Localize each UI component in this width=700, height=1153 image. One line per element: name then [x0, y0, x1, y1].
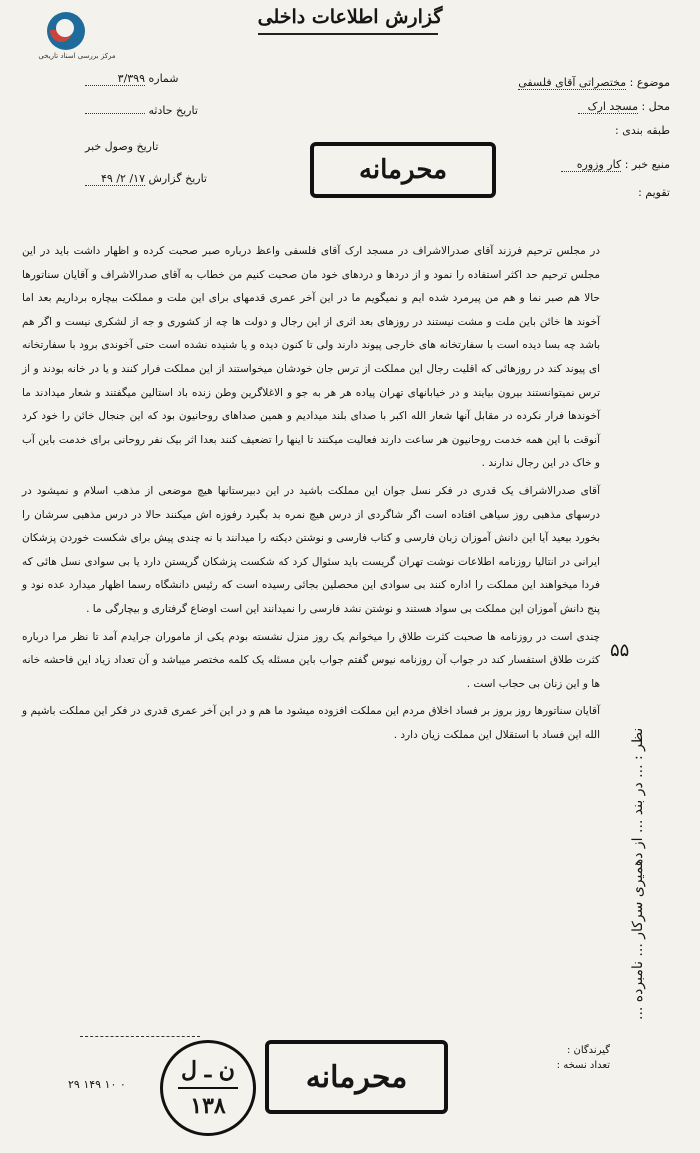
number-field — [85, 72, 179, 86]
evaluation-label: تقویم : — [638, 186, 670, 199]
classification-field — [615, 124, 670, 137]
evaluation-field — [638, 186, 670, 199]
report-date-label: تاریخ گزارش — [148, 172, 207, 185]
seal-bottom-text: ۱۳۸ — [190, 1093, 226, 1119]
event-date-label: تاریخ حادثه — [148, 104, 198, 117]
archive-seal — [160, 1040, 256, 1136]
event-date-field — [85, 104, 198, 117]
logo-caption: مرکز بررسی اسناد تاریخی — [38, 52, 116, 60]
receipt-date-field — [85, 140, 158, 153]
confidential-stamp-top: محرمانه — [310, 142, 496, 198]
footer-fields — [557, 1043, 610, 1073]
title-underline — [258, 33, 438, 35]
document-archive-number: ۲۹ ۱۴۹ ۱۰ ۰ — [68, 1078, 126, 1091]
subject-value: مختصراتی آقای فلسفی — [518, 76, 627, 89]
report-date-value: ۱۷/ ۲/ ۴۹ — [85, 172, 145, 186]
seal-divider — [178, 1087, 238, 1089]
report-body — [22, 240, 600, 751]
handwritten-margin-note — [600, 520, 680, 1040]
report-paragraph-1: در مجلس ترحیم فرزند آقای صدرالاشراف در مسجد ارک آقای فلسفی واعظ درباره صبر صحبت کرده و اظهار داشت باید در این مجلس ترحیم حد اکثر استفاده را نمود و از دردها و دردهای خود مان صحبت کنیم من خطاب به آقای صدرالاشراف و آقایان سناتورها حالا هم صبر نما و هم من پیرمرد شده ایم و نمیگویم ما در این آخر عمری قدمهای برای این ملت و مملکت بیچاره برداریم بعد اما آخوند ها خائن باین ملت و مشت نیستند در روزهای بعد اثری از این رجال و دولت ها چه از کشوری و جه از لشکری نیست و اگر هم باشد چه بسا دیده است با سفارتخانه های خارجی پیوند دارند ولی تا کنون دیده و یا شنیده نشده است حتی آخوندی برود با سفارتخانه ای پیوند کند در روزهائی که اقلیت رجال این مملکت از ترس جان خودشان میخواستند از این مملکت فرار کنند و یا در خانه بودند و از ترس نمیتوانستند بیرون بیایند و در خیابانهای تهران پیاده هر هر به جو و الاغلاگرین وطن زنده باد استالین میگفتند و شعار میدادند ما آخوندها فرار نکرده در مقابل آنها شعار الله اکبر با صدای بلند میدادیم و همین صداهای روحانیون بود که این جنجال خائن را خود کرد آنوقت با این همه خدمت روحانیون هر ساعت دارند فعالیت میکنند تا اینها را تضعیف کنند بعدا اثر بیک نفر روحانی برای خدمت باین آب و خاک در این رجال ندارند . — [22, 245, 600, 470]
classification-label: طبقه بندی : — [615, 124, 670, 137]
number-label: شماره — [148, 72, 179, 85]
place-value: مسجد ارک — [578, 100, 638, 114]
source-value: کار وزوره — [561, 158, 621, 172]
document-title: گزارش اطلاعات داخلی — [257, 6, 443, 28]
margin-note-text: نظر : ... در بند ... از دهمیری سرکار ... نامبرده ... — [630, 727, 646, 1020]
source-field — [561, 158, 670, 172]
source-label: منبع خبر : — [624, 158, 670, 171]
seal-top-text: ن ـ ل — [181, 1057, 235, 1083]
copy-count-label: تعداد نسخه : — [556, 1060, 610, 1071]
report-date-field — [85, 172, 207, 186]
receipt-date-label: تاریخ وصول خبر — [85, 140, 159, 153]
report-paragraph-3: چندی است در روزنامه ها صحبت کثرت طلاق را میخوانم یک روز منزل نشسته بودم یکی از ماموران جرایدم آمد تا نظر مرا درباره کثرت طلاق استفسار کند در جواب آن روزنامه نیوس گفتم جواب باین مسئله یک کلمه مختصر میباشد و آن تعداد زیاد این فاحشه خانه ها و این زنان بی حجاب است . — [22, 630, 600, 690]
subject-field — [518, 76, 670, 90]
subject-label: موضوع : — [629, 76, 670, 89]
place-label: محل : — [641, 100, 670, 113]
number-value: ۳/۳۹۹ — [85, 72, 145, 86]
report-paragraph-2: آقای صدرالاشراف یک قدری در فکر نسل جوان این مملکت باشید در این دبیرستانها هیچ موضعی از مذهب اسلام و نمیشود در درسهای مذهبی روز سیاهی افتاده است اگر شاگردی از درس هیچ نمره بد بگیرد رفوزه اش میکنند حالا در درس مذهبی سرشان را بخورد بیعید آیا این دانش آموزان زبان فارسی و کتاب فارسی و نوشتن دیکته را میدانند با نه چندی پیش برای شکست خوردن پزشکان ایرانی در انتالیا روزنامه اطلاعات نوشت تهران گریست باید سئوال کرد که شکست پزشکان گریستن دارد یا بی سوادی نسل هائی که فردا میخواهند این مملکت را اداره کنند بی سوادی این محصلین بجائی رسیده است که رئیس دانشگاه رسما اظهار میدارد عده نود و پنج دانش آموزان این مملکت بی سواد هستند و نوشتن نشد فارسی را نمیدانند این است اوضاع گرفتاری و بیچارگی ما . — [22, 484, 600, 615]
recipients-label: گیرندگان : — [566, 1045, 610, 1056]
signature-line — [80, 1036, 200, 1037]
event-date-line — [85, 113, 145, 114]
report-paragraph-4: آقایان سناتورها روز بروز بر فساد اخلاق مردم این مملکت افزوده میشود ما هم و در این آخر عمری قدری در فکر این مملکت باشیم و الله این فساد با استقلال این مملکت زیان دارد . — [22, 705, 600, 741]
confidential-stamp-bottom: محرمانه — [265, 1040, 448, 1114]
margin-note-number: ۵۵ — [610, 640, 630, 661]
place-field — [578, 100, 670, 114]
